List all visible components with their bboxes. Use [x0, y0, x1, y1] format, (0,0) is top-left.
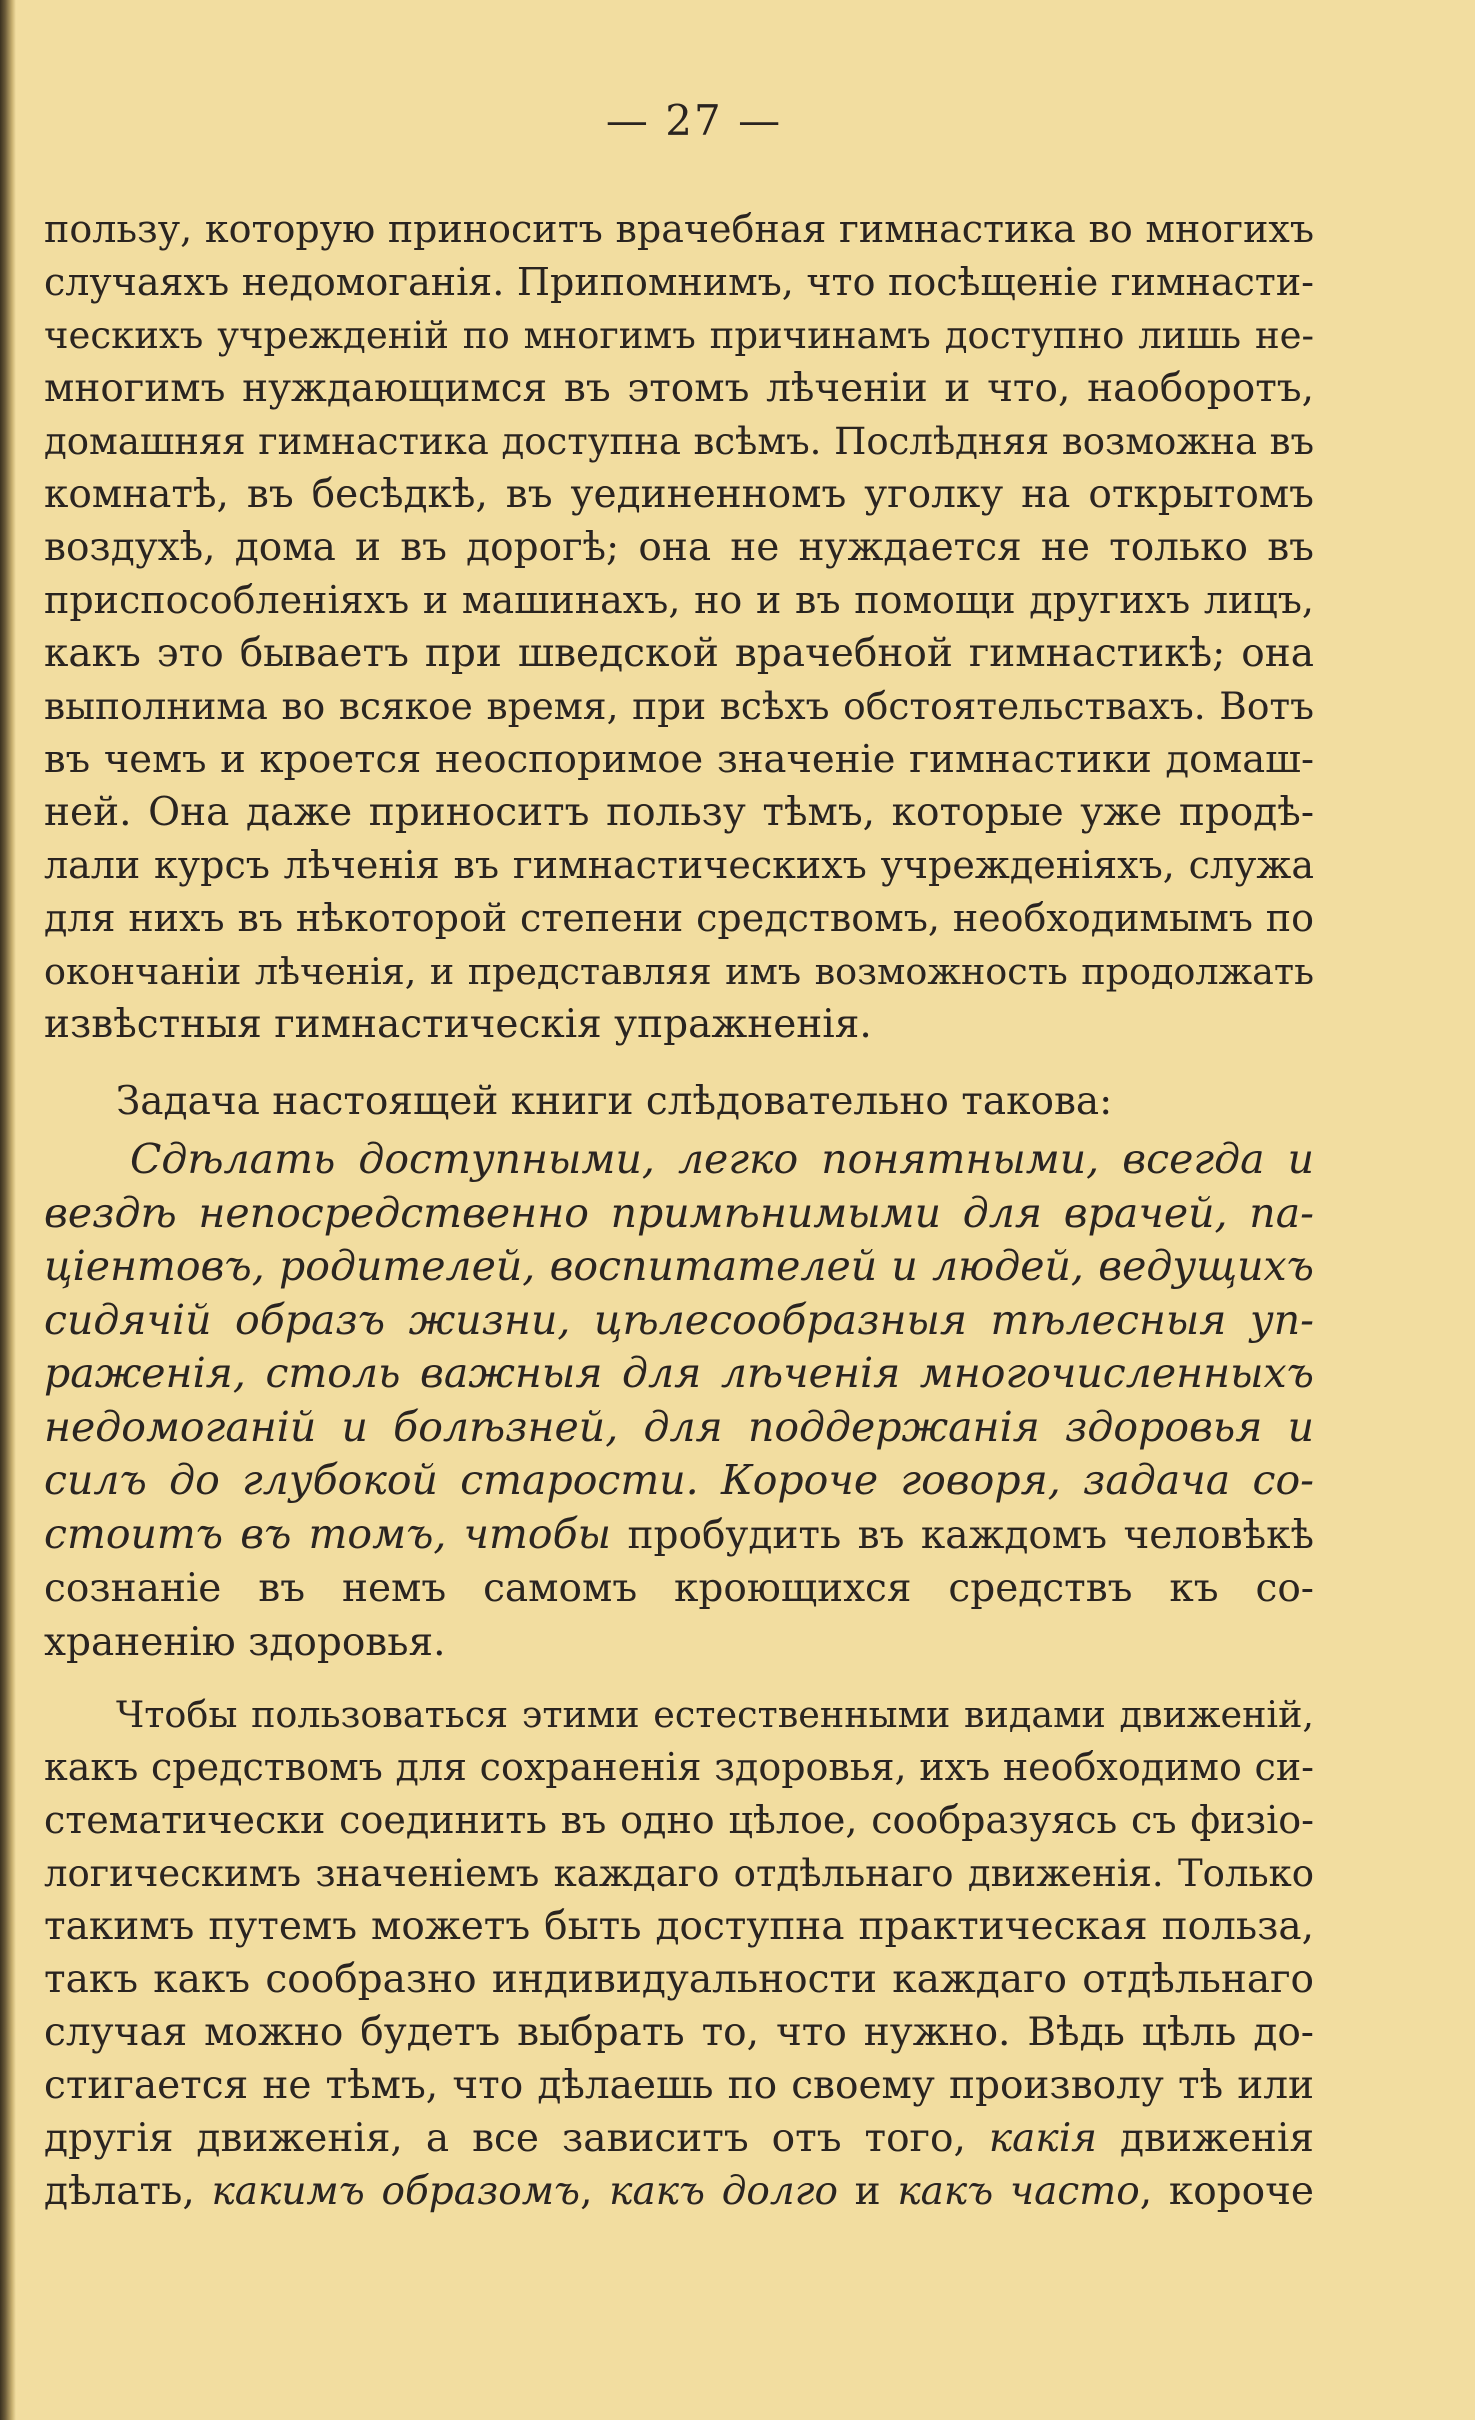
paragraph-2-intro	[44, 1075, 1314, 1128]
italic-line: раженія, столь важныя для лѣченія многочисленныхъ	[44, 1349, 1314, 1397]
text-line: выполнима во всякое время, при всѣхъ обстоятельствахъ. Вотъ	[44, 684, 1314, 728]
upright-line	[44, 1561, 1314, 1615]
text-line: стематически соединить въ одно цѣлое, сообразуясь съ физіо-	[44, 1798, 1314, 1842]
italic-line: силъ до глубокой старости. Короче говоря, задача со-	[44, 1456, 1314, 1504]
paragraph-1	[44, 203, 1314, 1051]
paragraph-3	[44, 1688, 1314, 2218]
text-line: ческихъ учрежденій по многимъ причинамъ доступно лишь не-	[44, 314, 1314, 357]
book-page	[44, 0, 1344, 2420]
text-line: въ чемъ и кроется неоспоримое значеніе гимнастики домаш-	[44, 737, 1314, 782]
upright-fragment: храненію здоровья.	[44, 1619, 446, 1665]
text-line: такъ какъ сообразно индивидуальности каждаго отдѣльнаго	[44, 1957, 1314, 2002]
upright-line	[44, 1615, 1314, 1669]
text-line: стигается не тѣмъ, что дѣлаешь по своему произволу тѣ или	[44, 2063, 1314, 2108]
text-line: воздухѣ, дома и въ дорогѣ; она не нуждается не только въ	[44, 525, 1314, 570]
text-fragment: ,	[580, 2169, 610, 2214]
text-line: Задача настоящей книги слѣдовательно такова:	[116, 1079, 1113, 1124]
text-line: для нихъ въ нѣкоторой степени средствомъ, необходимымъ по	[44, 896, 1314, 940]
italic-fragment: какимъ образомъ	[211, 2169, 581, 2214]
task-statement	[44, 1133, 1314, 1668]
italic-line: вездѣ непосредственно примѣнимыми для врачей, па-	[44, 1188, 1314, 1237]
italic-fragment: стоитъ въ томъ, чтобы	[44, 1509, 612, 1558]
italic-fragment: какъ часто	[897, 2169, 1140, 2214]
italic-fragment: какія	[988, 2116, 1098, 2161]
upright-fragment: сознаніе въ немъ самомъ кроющихся средствъ къ со-	[44, 1566, 1314, 1611]
text-line: окончаніи лѣченія, и представляя имъ возможность продолжать	[44, 950, 1314, 993]
text-line: случаяхъ недомоганія. Припомнимъ, что посѣщеніе гимнасти-	[44, 260, 1314, 304]
text-line: домашняя гимнастика доступна всѣмъ. Послѣдняя возможна въ	[44, 420, 1314, 463]
text-line	[44, 2165, 1314, 2218]
text-line: приспособленіяхъ и машинахъ, но и въ помощи другихъ лицъ,	[44, 578, 1314, 622]
text-line: пользу, которую приноситъ врачебная гимнастика во многихъ	[44, 207, 1314, 251]
text-fragment: дѣлать,	[44, 2169, 212, 2214]
page-number: — 27 —	[605, 96, 783, 145]
text-line: извѣстныя гимнастическія упражненія.	[44, 1002, 872, 1047]
text-line: Чтобы пользоваться этими естественными видами движеній,	[116, 1693, 1314, 1736]
italic-line: Сдѣлать доступными, легко понятными, всегда и	[130, 1135, 1314, 1183]
text-line: ней. Она даже приноситъ пользу тѣмъ, которые уже продѣ-	[44, 790, 1314, 835]
text-line: какъ средствомъ для сохраненія здоровья, ихъ необходимо си-	[44, 1745, 1314, 1789]
text-fragment: движенія	[1097, 2116, 1314, 2161]
text-line: случая можно будетъ выбрать то, что нужно. Вѣдь цѣль до-	[44, 2010, 1314, 2055]
italic-fragment: какъ долго	[609, 2169, 838, 2214]
italic-line: сидячій образъ жизни, цѣлесообразныя тѣлесныя уп-	[44, 1295, 1314, 1344]
text-line: комнатѣ, въ бесѣдкѣ, въ уединенномъ уголку на открытомъ	[44, 472, 1314, 517]
mixed-line	[44, 1508, 1314, 1562]
text-line: многимъ нуждающимся въ этомъ лѣченіи и что, наоборотъ,	[44, 366, 1314, 411]
text-fragment: и	[837, 2169, 898, 2214]
text-fragment: другія движенія, а все зависитъ отъ того,	[44, 2116, 989, 2161]
text-line: логическимъ значеніемъ каждаго отдѣльнаго движенія. Только	[44, 1852, 1314, 1895]
text-line	[44, 2112, 1314, 2165]
italic-line: недомоганій и болѣзней, для поддержанія здоровья и	[44, 1402, 1314, 1451]
text-line: такимъ путемъ можетъ быть доступна практическая польза,	[44, 1904, 1314, 1949]
italic-line: ціентовъ, родителей, воспитателей и людей, ведущихъ	[44, 1242, 1314, 1290]
text-fragment: , короче	[1139, 2169, 1314, 2214]
text-line: лали курсъ лѣченія въ гимнастическихъ учрежденіяхъ, служа	[44, 843, 1314, 887]
book-spine-edge	[0, 0, 16, 2420]
upright-fragment: пробудить въ каждомъ человѣкѣ	[611, 1512, 1314, 1558]
text-line: какъ это бываетъ при шведской врачебной гимнастикѣ; она	[44, 631, 1314, 676]
